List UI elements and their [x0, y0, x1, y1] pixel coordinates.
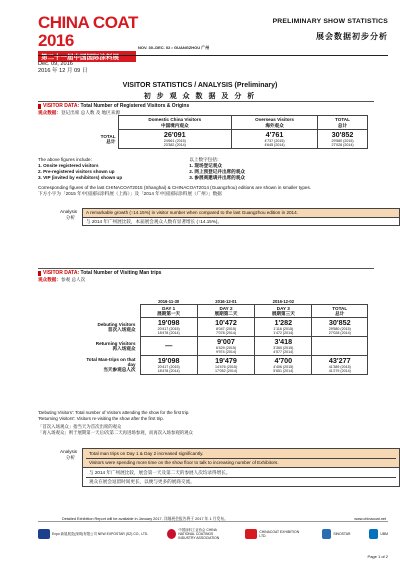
total-row: Total Man-trips on that day 当天参观总人次 19'098 20'417 (2015) 18'478 (2014) 19'479 14'476 (2015) 17'052 (2014) 4'700 4'406 (2015) 5'651 (2014) 43'277 41'389 (2015) 41'279 (2014): [78, 356, 368, 375]
section-label: VISITOR DATA:: [43, 103, 80, 109]
col-total: TOTAL 总计: [318, 116, 368, 130]
logo-subtitle: 第二十一届中国国际涂料展: [38, 51, 136, 62]
returning-row: Returning Visitors 再入场观众 — 9'007 6'429 (2015) 9'974 (2014) 3'418 3'360 (2015) 4'577 (2014): [78, 337, 368, 356]
day2-header: DAY 2 展期第二天: [197, 305, 254, 318]
man-trips-table: [78, 298, 368, 375]
analysis-text-cn: 与 2014 年广州展比较，本届展会观众人数有显著增长 (↑14.15%)。: [83, 217, 399, 226]
section-label-cn: 观众数据：: [38, 109, 61, 115]
logo-ubm: UBM: [369, 529, 388, 539]
analysis-1: [38, 208, 398, 228]
header-title-cn: 展会数据初步分析: [316, 32, 388, 41]
section-label-cn: 观众数据：: [38, 276, 61, 282]
day1-date: 2016-11-30: [140, 298, 197, 305]
analysis-text-cn: 与 2014 年广州展比较，展会第一天及第二天的参展人次均录得增长。 观众在展会逗留时间更长，以便与更多的展商交流。: [83, 467, 399, 486]
notes-en: The above figures include: 1. Onsite registered visitors 2. Pre-registered visitors shown up 3. VIP (invited by exhibitors) shown up: [38, 157, 123, 180]
col-overseas: Overseas Visitors 海外观众: [232, 116, 318, 130]
section-registered-visitors-heading: [38, 101, 374, 116]
page-number: Page 1 of 2: [367, 554, 388, 559]
section-title-cn: 参观 总人次: [60, 276, 86, 282]
visitor-definitions: 'Debuting Visitors': Total number of Visitors attending the show for the first trip. 'Returning Visitors': Visitors re-visiting the show after the first trip. 「首次入场观众」指当天为首次出席的观众 「再入场观众」则于展期第一天后/次第二天再进场参观，而再次入场参观的观众: [38, 410, 193, 435]
row-total-label: TOTAL 总计: [100, 133, 116, 144]
section-label: VISITOR DATA:: [43, 270, 80, 276]
analysis-text-en: Total man trips on Day 1 & Day 2 increased significantly. Visitors were spending more time on the show floor to talk to increasing number of Exhibitors.: [83, 449, 399, 467]
logo-chinacoat-exhibition: CHINACOAT EXHIBITION LTD.: [245, 529, 303, 539]
report-date: [38, 61, 87, 75]
analysis-label: Analysis 分析: [60, 449, 78, 460]
section-man-trips-heading: [38, 268, 374, 283]
organizer-logos: [38, 528, 388, 540]
debut-row: Debuting Visitors 首次入场观众 19'098 20'417 (2015) 18'478 (2014) 10'472 8'047 (2015) 7'078 (2014) 1'282 1'116 (2015) 1'472 (2014) 30'852 29'580 (2015) 27'028 (2014): [78, 318, 368, 337]
day3-date: 2016-12-02: [255, 298, 312, 305]
day3-header: DAY 3 展期第三天: [255, 305, 312, 318]
analysis-box: [82, 448, 400, 487]
ubm-logo-icon: [369, 529, 378, 539]
header-divider: [38, 55, 388, 56]
day1-header: DAY 1 展期第一天: [140, 305, 197, 318]
logo-cnia: 中国涂料工业协会 CHINA NATIONAL COATINGS INDUSTRY ASSOCIATION: [167, 528, 226, 540]
total-header: TOTAL 总计: [312, 305, 368, 318]
section-title-cn: 登记出席 总人数 及 地区来源: [60, 109, 120, 115]
page-title: VISITOR STATISTICS / ANALYSIS (Preliminary): [122, 82, 278, 89]
analysis-2: [38, 448, 398, 484]
day2-date: 2016-12-01: [197, 298, 254, 305]
expostar-logo-icon: [38, 529, 50, 539]
footer-note: Detailed Exhibition Report will be available in January 2017. 详细展会报告将于 2017 年 1 月发布。: [62, 517, 228, 521]
sinostar-logo-icon: [322, 529, 331, 539]
section-marker-icon: [38, 271, 41, 276]
section-title: Total Number of Visiting Man trips: [80, 270, 162, 276]
figures-notes: [38, 157, 378, 181]
analysis-text-en: A remarkable growth (↑14.15%) in visitor number when compared to the last Guangzhou edition in 2014.: [83, 209, 399, 217]
section-marker-icon: [38, 104, 41, 109]
analysis-box: [82, 208, 400, 226]
total-cell: 30'852 29'580 (2015) 27'028 (2014): [318, 130, 368, 149]
cnia-logo-icon: [167, 529, 176, 539]
registered-visitors-table: [68, 115, 368, 149]
logo-text: CHINA COAT 2016: [38, 13, 138, 50]
section-title: Total Number of Registered Visitors & Origins: [80, 103, 190, 109]
footer-divider: [38, 521, 388, 522]
overseas-cell: 4'761 4'737 (2015) 4'645 (2014): [232, 130, 318, 149]
logo-expostar: Expo 新展展览(深圳)有限公司 NEW EXPOSTAR (SZ) CO., LTD.: [38, 529, 148, 539]
report-date-cn: 2016 年 12 月 09 日: [38, 68, 88, 74]
report-date-en: Dec. 09, 2016: [38, 61, 73, 67]
logo-sinostar: SINOSTAR: [322, 529, 350, 539]
col-domestic: Domestic China Visitors 中国境内观众: [118, 116, 232, 130]
event-dates: NOV. 30–DEC. 02 • GUANGZHOU 广州: [138, 45, 210, 50]
footer-website-link[interactable]: www.chinacoat.net: [354, 517, 386, 521]
domestic-cell: 26'091 24'661 (2015) 23'382 (2014): [118, 130, 232, 149]
header-title-en: PRELIMINARY SHOW STATISTICS: [272, 18, 388, 25]
corresponding-figures-note: Corresponding figures of the last CHINACOAT2015 (Shanghai) & CHINACOAT2014 (Guangzhou) editions are shown in smaller types. 下方小字为「2015 年中国国际涂料展（上海）」及「2014 年中国国际涂料展（广州）」数据: [38, 185, 312, 196]
page-title-cn: 初 步 观 众 数 据 及 分 析: [143, 93, 257, 100]
header-titles: [273, 18, 388, 42]
chinacoat-logo-icon: [245, 529, 257, 539]
analysis-label: Analysis 分析: [60, 209, 78, 220]
notes-cn: 以上数字包括： 1. 现场登记观众 2. 网上预登记并出席的观众 3. 参展商邀请并出席的观众: [189, 157, 245, 180]
